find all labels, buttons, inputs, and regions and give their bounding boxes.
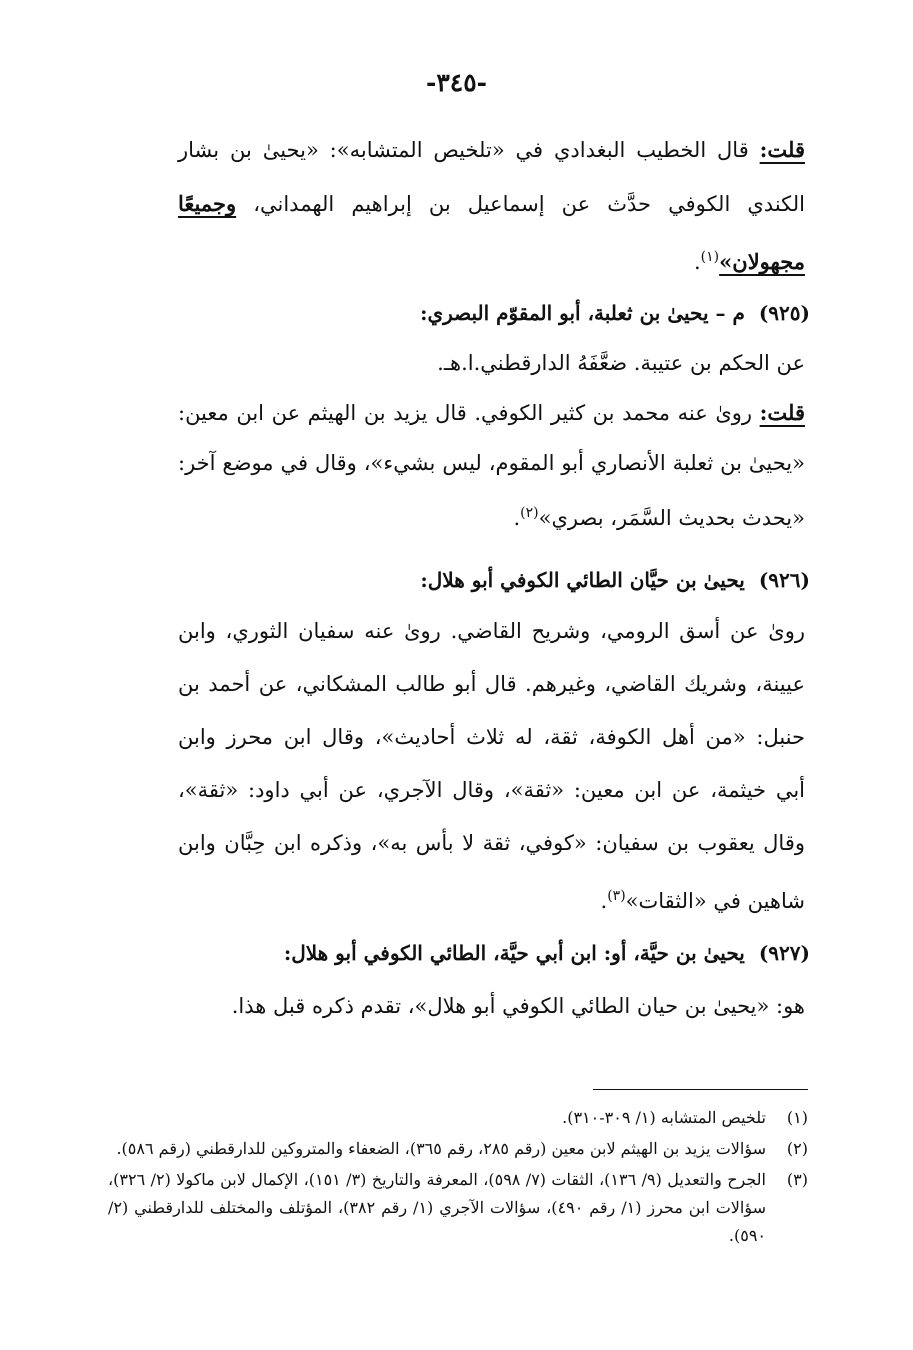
footnote-number: (٣): [786, 1170, 808, 1189]
paragraph-line: [178, 177, 805, 231]
paragraph-line: حنبل: «من أهل الكوفة، ثقة، له ثلاث أحاديث»، وقال ابن محرز وابن: [178, 725, 805, 749]
footnotes: [108, 1104, 808, 1253]
footnote-text: تلخيص المتشابه (١/ ٣٠٩-٣١٠).: [562, 1108, 766, 1127]
footnote-number: (١): [786, 1108, 808, 1127]
entry-926-body: [178, 605, 805, 928]
footnote: [108, 1135, 808, 1163]
footnote-divider: [593, 1089, 808, 1090]
footnote-ref: (٣): [607, 888, 626, 904]
footnote-ref: (١): [700, 249, 720, 265]
footnote-ref: (٢): [520, 505, 539, 521]
paragraph-line: [178, 388, 805, 438]
paragraph-line: «يحيىٰ بن ثعلبة الأنصاري أبو المقوم، ليس بشيء»، وقال في موضع آخر:: [178, 451, 805, 475]
entry-title: يحيىٰ بن حيَّة، أو: ابن أبي حيَّة، الطائي الكوفي أبو هلال:: [283, 941, 745, 965]
paragraph-line: عيينة، وشريك القاضي، وغيرهم. قال أبو طالب المشكاني، عن أحمد بن: [178, 672, 805, 696]
entry-925-header: [110, 295, 810, 331]
paragraph-line: [178, 870, 805, 928]
entry-title: م – يحيىٰ بن ثعلبة، أبو المقوّم البصري:: [420, 301, 745, 325]
entry-926-header: [110, 562, 810, 598]
paragraph-line: هو: «يحيىٰ بن حيان الطائي الكوفي أبو هلال»، تقدم ذكره قبل هذا.: [231, 994, 805, 1018]
qultu-label: قلت:: [759, 137, 805, 162]
paragraph-line: [178, 123, 805, 177]
footnote-text: سؤالات يزيد بن الهيثم لابن معين (رقم ٢٨٥، رقم ٣٦٥)، الضعفاء والمتروكين للدارقطني (رقم ٥٨٦).: [116, 1139, 766, 1158]
line-text: روىٰ عنه محمد بن كثير الكوفي. قال يزيد بن الهيثم عن ابن معين:: [178, 401, 760, 425]
line-end: .: [600, 889, 608, 913]
opening-paragraph: [178, 123, 805, 289]
paragraph-line: أبي خيثمة، عن ابن معين: «ثقة»، وقال الآجري، عن أبي داود: «ثقة»،: [178, 778, 805, 802]
entry-927-body: [178, 980, 805, 1033]
footnote: [108, 1166, 808, 1250]
entry-925-body: [178, 338, 805, 543]
paragraph-line: [178, 488, 805, 543]
entry-number: (٩٢٦): [758, 568, 810, 592]
footnote-text: الجرح والتعديل (٩/ ١٣٦)، الثقات (٧/ ٥٩٨)، المعرفة والتاريخ (٣/ ١٥١)، الإكمال لابن ماكولا (٢/ ٣٢٦)، سؤالات ابن محرز (١/ رقم ٤٩٠)، سؤالات الآجري (١/ رقم ٣٨٢)، المؤتلف والمختلف للدارقطني (٢/ ٥٩٠).: [108, 1170, 767, 1245]
line-text: قال الخطيب البغدادي في «تلخيص المتشابه»: «يحيىٰ بن بشار: [178, 138, 760, 162]
entry-number: (٩٢٧): [758, 941, 810, 965]
paragraph-line: [178, 231, 805, 289]
paragraph-line: عن الحكم بن عتيبة. ضعَّفَهُ الدارقطني.ا.هـ.: [437, 351, 805, 375]
entry-927-header: [110, 935, 810, 971]
underlined-word: وجميعًا: [178, 191, 237, 216]
paragraph-line: روىٰ عن أسق الرومي، وشريح القاضي. روىٰ عنه سفيان الثوري، وابن: [178, 619, 805, 643]
line-end: .: [693, 250, 701, 274]
footnote-number: (٢): [786, 1139, 808, 1158]
underlined-word: مجهولان»: [719, 249, 805, 274]
paragraph-line: وقال يعقوب بن سفيان: «كوفي، ثقة لا بأس به»، وذكره ابن حِبَّان وابن: [178, 831, 805, 855]
line-text: شاهين في «الثقات»: [625, 889, 805, 913]
line-text: «يحدث بحديث السَّمَر، بصري»: [538, 506, 805, 530]
qultu-label: قلت:: [759, 400, 805, 425]
footnote: [108, 1104, 808, 1132]
line-end: .: [513, 506, 521, 530]
page-number: -٣٤٥-: [425, 68, 488, 97]
line-text: الكندي الكوفي حدَّث عن إسماعيل بن إبراهيم الهمداني،: [236, 192, 805, 216]
entry-number: (٩٢٥): [758, 301, 810, 325]
entry-title: يحيىٰ بن حيَّان الطائي الكوفي أبو هلال:: [420, 568, 745, 592]
